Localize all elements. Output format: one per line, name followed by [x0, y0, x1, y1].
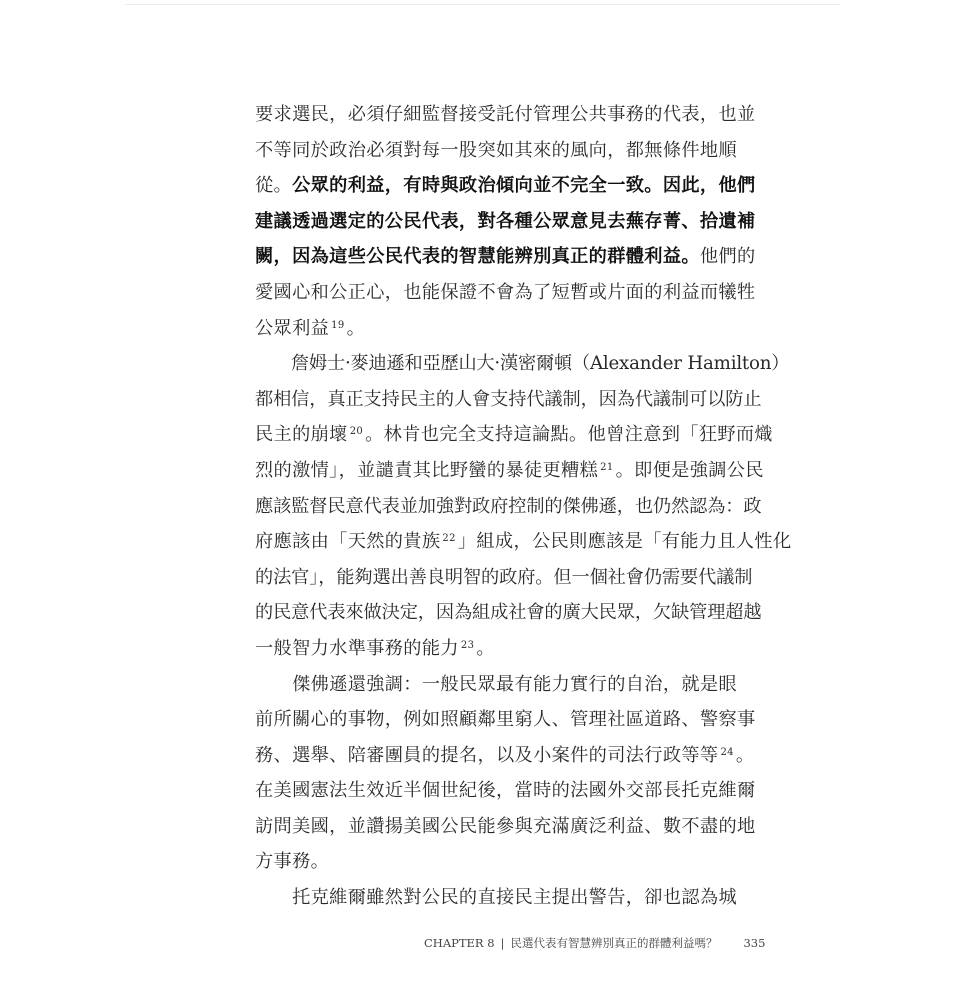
- text-line: [255, 239, 757, 275]
- text-span: 民主的崩壞: [255, 424, 348, 446]
- bold-emphasis: 公眾的利益，有時與政治傾向並不完全一致。因此，他們: [292, 175, 756, 197]
- text-span: 一般智力水準事務的能力: [255, 637, 459, 659]
- footnote-ref: 23: [460, 639, 475, 651]
- footnote-ref: 21: [600, 461, 614, 473]
- text-span: 」組成，公民則應該是「有能力且人性化: [457, 531, 792, 553]
- text-line: 傑佛遜還強調：一般民眾最有能力實行的自治，就是眼: [255, 673, 737, 695]
- text-line: 方事務。: [255, 851, 330, 873]
- footer-separator: |: [500, 936, 505, 950]
- chapter-label: CHAPTER 8: [424, 936, 495, 950]
- text-span: 。: [346, 317, 366, 339]
- text-span: 府應該由「天然的貴族: [255, 531, 441, 553]
- text-line: 前所關心的事物，例如照顧鄰里窮人、管理社區道路、警察事: [255, 709, 756, 731]
- text-span: 。: [735, 744, 755, 766]
- text-line: [255, 738, 757, 774]
- text-line: [255, 417, 773, 453]
- text-span: 。: [476, 637, 495, 659]
- text-line: 詹姆士·麥迪遜和亞歷山大·漢密爾頓（Alexander Hamilton）: [255, 353, 790, 375]
- bold-emphasis-line: 建議透過選定的公民代表，對各種公眾意見去蕪存菁、拾遺補: [255, 210, 756, 232]
- chapter-title: 民選代表有智慧辨別真正的群體利益嗎？: [510, 936, 718, 950]
- text-line: 愛國心和公正心，也能保證不會為了短暫或片面的利益而犧牲: [255, 281, 756, 303]
- footnote-ref: 24: [720, 746, 734, 758]
- body-text: [255, 97, 792, 916]
- top-divider: [125, 4, 840, 5]
- text-span: 務、選舉、陪審團員的提名，以及小案件的司法行政等等: [255, 744, 719, 766]
- text-line: [255, 631, 757, 667]
- footnote-ref: 22: [442, 533, 456, 545]
- text-line: 要求選民，必須仔細監督接受託付管理公共事務的代表，也並: [255, 104, 756, 125]
- text-span: 。即便是強調公民: [615, 459, 764, 481]
- text-line: [255, 524, 792, 560]
- text-line: [255, 168, 757, 204]
- running-footer: [424, 935, 765, 951]
- text-line: 托克維爾雖然對公民的直接民主提出警告，卻也認為城: [255, 887, 737, 909]
- text-span: 。林肯也完全支持這論點。他曾注意到「狂野而熾: [365, 424, 773, 446]
- text-line: 都相信，真正支持民主的人會支持代議制，因為代議制可以防止: [255, 388, 762, 410]
- text-line: 應該監督民意代表並加強對政府控制的傑佛遜，也仍然認為：政: [255, 495, 762, 517]
- text-line: 訪問美國，並讚揚美國公民能參與充滿廣泛利益、數不盡的地: [255, 815, 756, 837]
- text-line: 的民意代表來做決定，因為組成社會的廣大民眾，欠缺管理超越: [255, 602, 762, 624]
- text-line: 的法官」，能夠選出善良明智的政府。但一個社會仍需要代議制: [255, 566, 753, 588]
- text-span: 他們的: [699, 246, 756, 268]
- text-span: 從。: [255, 175, 293, 197]
- footnote-ref: 19: [331, 319, 345, 331]
- text-line: 不等同於政治必須對每一股突如其來的風向，都無條件地順: [255, 139, 737, 161]
- text-line: [255, 453, 764, 489]
- text-span: 公眾利益: [255, 317, 330, 339]
- bold-emphasis: 闕，因為這些公民代表的智慧能辨別真正的群體利益。: [255, 246, 700, 268]
- text-line: 在美國憲法生效近半個世紀後，當時的法國外交部長托克維爾: [255, 780, 756, 802]
- text-span: 烈的激情」，並譴責其比野蠻的暴徒更糟糕: [255, 459, 599, 481]
- footnote-ref: 20: [349, 426, 364, 438]
- text-line: [255, 311, 757, 347]
- page-number: 335: [743, 936, 766, 950]
